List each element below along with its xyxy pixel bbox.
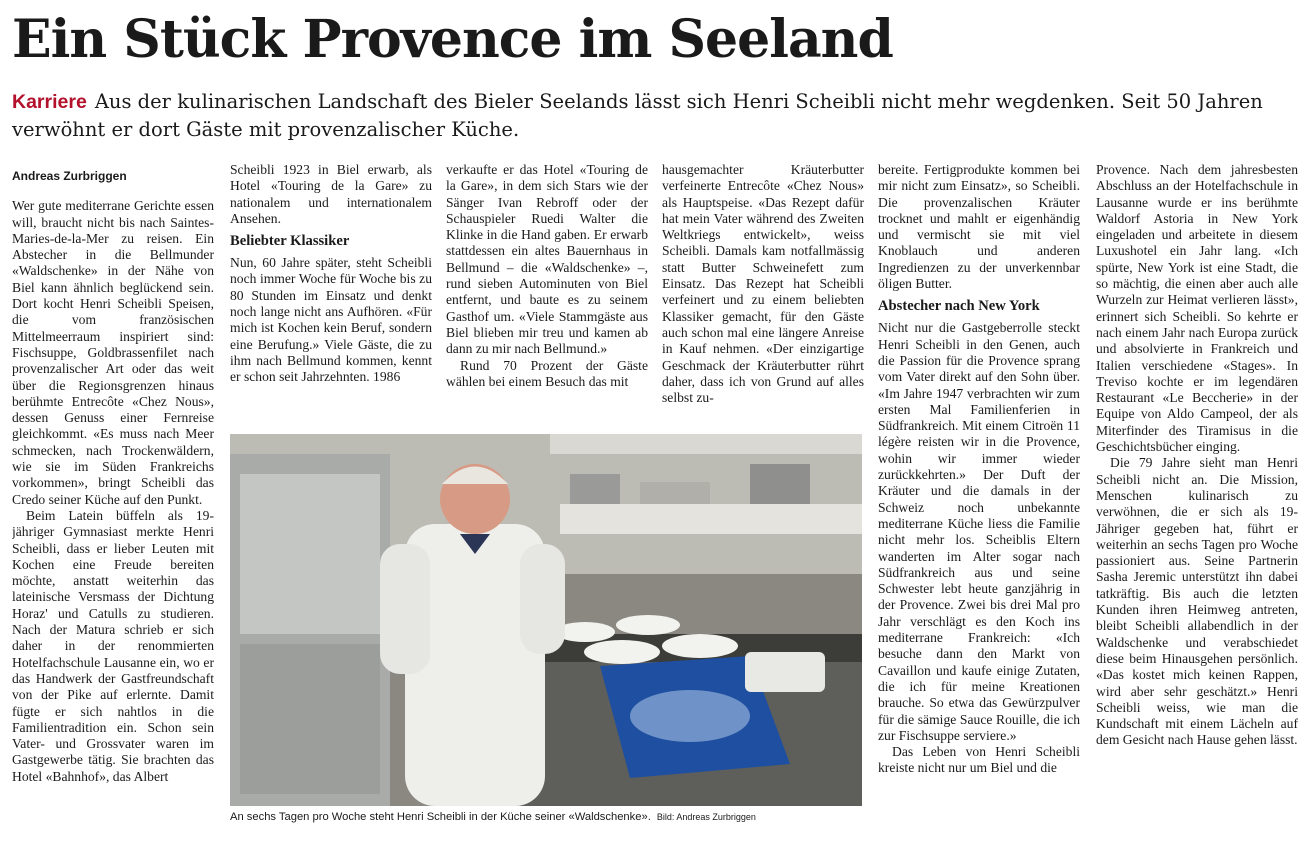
paragraph: Die 79 Jahre sieht man Henri Scheibli nicht an. Die Mission, Menschen kulinarisch zu verwöhnen, die er sich als 19-Jähriger gegeben hat, führt er weiterhin an sechs Tagen pro Woche passioniert aus. Seine Partnerin Sasha Jeremic unterstützt ihn dabei tatkräftig. Bis auch die letzten Kunden ihren Heimweg antreten, bleibt Scheibli allabendlich in der Waldschenke und verabschiedet diese beim Hinausgehen persönlich. «Das kostet mich keinen Rappen, wird aber sehr geschätzt.» Henri Scheibli weiss, wie man die Kundschaft mit einem Lächeln auf dem Gesicht nach Hause gehen lässt. <box>1096 455 1298 748</box>
subheading-klassiker: Beliebter Klassiker <box>230 233 350 250</box>
paragraph: bereite. Fertigprodukte kommen bei mir nicht zum Einsatz», so Scheibli. Die provenzalischen Kräuter trocknet und mahlt er eigenhändig und vermischt sie mit viel Knoblauch und anderen Ingredienzen zu der unverkennbar öligen Butter. <box>878 162 1080 292</box>
paragraph: verkaufte er das Hotel «Touring de la Gare», in dem sich Stars wie der Sänger Ivan Rebroff oder der Schauspieler Ruedi Walter die Klinke in die Hand gaben. Er erwarb stattdessen ein altes Bauernhaus in Bellmund – die «Waldschenke» –, rund sieben Autominuten von Biel entfernt, und baute es zu seinem Gasthof um. «Viele Stammgäste aus Biel blieben mir treu und kamen ab dann zu mir nach Bellmund.» <box>446 162 648 357</box>
photo-caption <box>230 811 870 823</box>
paragraph: hausgemachter Kräuterbutter verfeinerte Entrecôte «Chez Nous» als Hauptspeise. «Das Rezept dafür hat mein Vater während des Zweiten Weltkriegs entwickelt», weiss Scheibli. Damals kam notfallmässig statt Butter Schweinefett zum Einsatz. Das Rezept hat Scheibli verfeinert und zu einem beliebten Klassiker gemacht, für den Gäste auch schon mal eine längere Anreise in Kauf nehmen. «Der einzigartige Geschmack der Kräuterbutter rührt daher, dass ich von Grund auf alles selbst zu- <box>662 162 864 406</box>
byline: Andreas Zurbriggen <box>12 169 127 183</box>
headline: Ein Stück Provence im Seeland <box>12 9 893 70</box>
paragraph: Nun, 60 Jahre später, steht Scheibli noch immer Woche für Woche bis zu 80 Stunden im Einsatz und denkt noch lange nicht ans Aufhören. «Für mich ist Kochen kein Beruf, sondern eine Berufung.» Viele Gäste, die zu ihm nach Bellmund kommen, kennt er schon seit Jahrzehnten. 1986 <box>230 255 432 385</box>
kicker: Karriere <box>12 91 87 113</box>
chef-kitchen-photo <box>230 434 862 806</box>
paragraph: Nicht nur die Gastgeberrolle steckt Henri Scheibli in den Genen, auch die Passion für die Provence sprang vom Vater direkt auf den Sohn über. «Im Jahre 1947 verbrachten wir zum ersten Mal Familienferien in Südfrankreich. Mit einem Citroën 11 légère reisten wir in die Provence, wohin wir immer wieder zurückkehrten.» Der Duft der Kräuter und die damals in der Schweiz noch unbekannte mediterrane Küche liess die Familie nicht mehr los. Scheiblis Eltern wanderten im Alter sogar nach Südfrankreich aus und seine Schwester lebt heute ganzjährig in der Provence. Zwei bis drei Mal pro Jahr verschlägt es den Koch ins mediterrane Frankreich: «Ich besuche dann den Markt von Cavaillon und kaufe einige Zutaten, die ich für meine Kreationen brauche. So etwa das Gewürzpulver für die sämige Sauce Rouille, die ich zur Fischsuppe serviere.» <box>878 320 1080 743</box>
column-4 <box>662 162 864 422</box>
caption-text: An sechs Tagen pro Woche steht Henri Scheibli in der Küche seiner «Waldschenke». <box>230 811 651 823</box>
column-3 <box>446 162 648 422</box>
column-2 <box>230 162 432 422</box>
column-6 <box>1096 162 1298 830</box>
paragraph: Provence. Nach dem jahresbesten Abschluss an der Hotelfachschule in Lausanne wurde er ins berühmte Waldorf Astoria in New York eingeladen und arbeitete in diesem Luxushotel ein Jahr lang. «Ich spürte, New York ist eine Stadt, die so mächtig, die einen aber auch alle Wurzeln zur Heimat verlieren lässt», erinnert sich Scheibli. So kehrte er nach einem Jahr nach Europa zurück und absolvierte in Frankreich und Italien verschiedene «Stages». In Treviso kochte er im legendären Restaurant «Le Beccherie» in der Equipe von Aldo Campeol, der als Miterfinder des Tiramisus in die Geschichtsbücher einging. <box>1096 162 1298 455</box>
paragraph: Scheibli 1923 in Biel erwarb, als Hotel «Touring de la Gare» zu nationalem und internationalem Ansehen. <box>230 162 432 226</box>
lead-text: Aus der kulinarischen Landschaft des Bieler Seelands lässt sich Henri Scheibli nicht mehr wegdenken. Seit 50 Jahren verwöhnt er dort Gäste mit provenzalischer Küche. <box>12 90 1263 141</box>
column-1 <box>12 168 214 836</box>
paragraph: Das Leben von Henri Scheibli kreiste nicht nur um Biel und die <box>878 744 1080 776</box>
column-5 <box>878 162 1080 830</box>
photo-credit: Bild: Andreas Zurbriggen <box>656 812 756 822</box>
lead <box>12 88 1292 143</box>
paragraph: Wer gute mediterrane Gerichte essen will, braucht nicht bis nach Saintes-Maries-de-la-Mer zu reisen. Ein Abstecher in die Bellmunder «Waldschenke» in der Nähe von Biel kann ähnlich beglückend sein. Dort kocht Henri Scheibli Speisen, die vom französischen Mittelmeerraum inspiriert sind: Fischsuppe, Goldbrassenfilet nach provenzalischer Art oder das weit über die Regionsgrenzen hinaus berühmte Entrecôte «Chez Nous», dessen Genuss einer Fernreise gleichkommt. «Es muss nach Meer schmecken, nach Trockenwäldern, wie sie im Süden Frankreichs vorkommen», bringt Scheibli das Credo seiner Küche auf den Punkt. <box>12 198 214 507</box>
subheading-new-york: Abstecher nach New York <box>878 298 1040 315</box>
paragraph: Beim Latein büffeln als 19-jähriger Gymnasiast merkte Henri Scheibli, dass er lieber Leuten mit Kochen eine Freude bereiten möchte, anstatt weiterhin das lateinische Versmass der Dichtung Horaz' und Catulls zu studieren. Nach der Matura schrieb er sich daher in der renommierten Hotelfachschule Lausanne ein, wo er das Handwerk der Gastfreundschaft von der Pike auf erlernte. Damit fügte er sich nahtlos in die Familientradition ein. Schon sein Vater- und Grossvater waren im Gastgewerbe tätig. Sie brachten das Hotel «Bahnhof», das Albert <box>12 507 214 784</box>
photo-illustration <box>230 434 862 806</box>
paragraph: Rund 70 Prozent der Gäste wählen bei einem Besuch das mit <box>446 357 648 389</box>
